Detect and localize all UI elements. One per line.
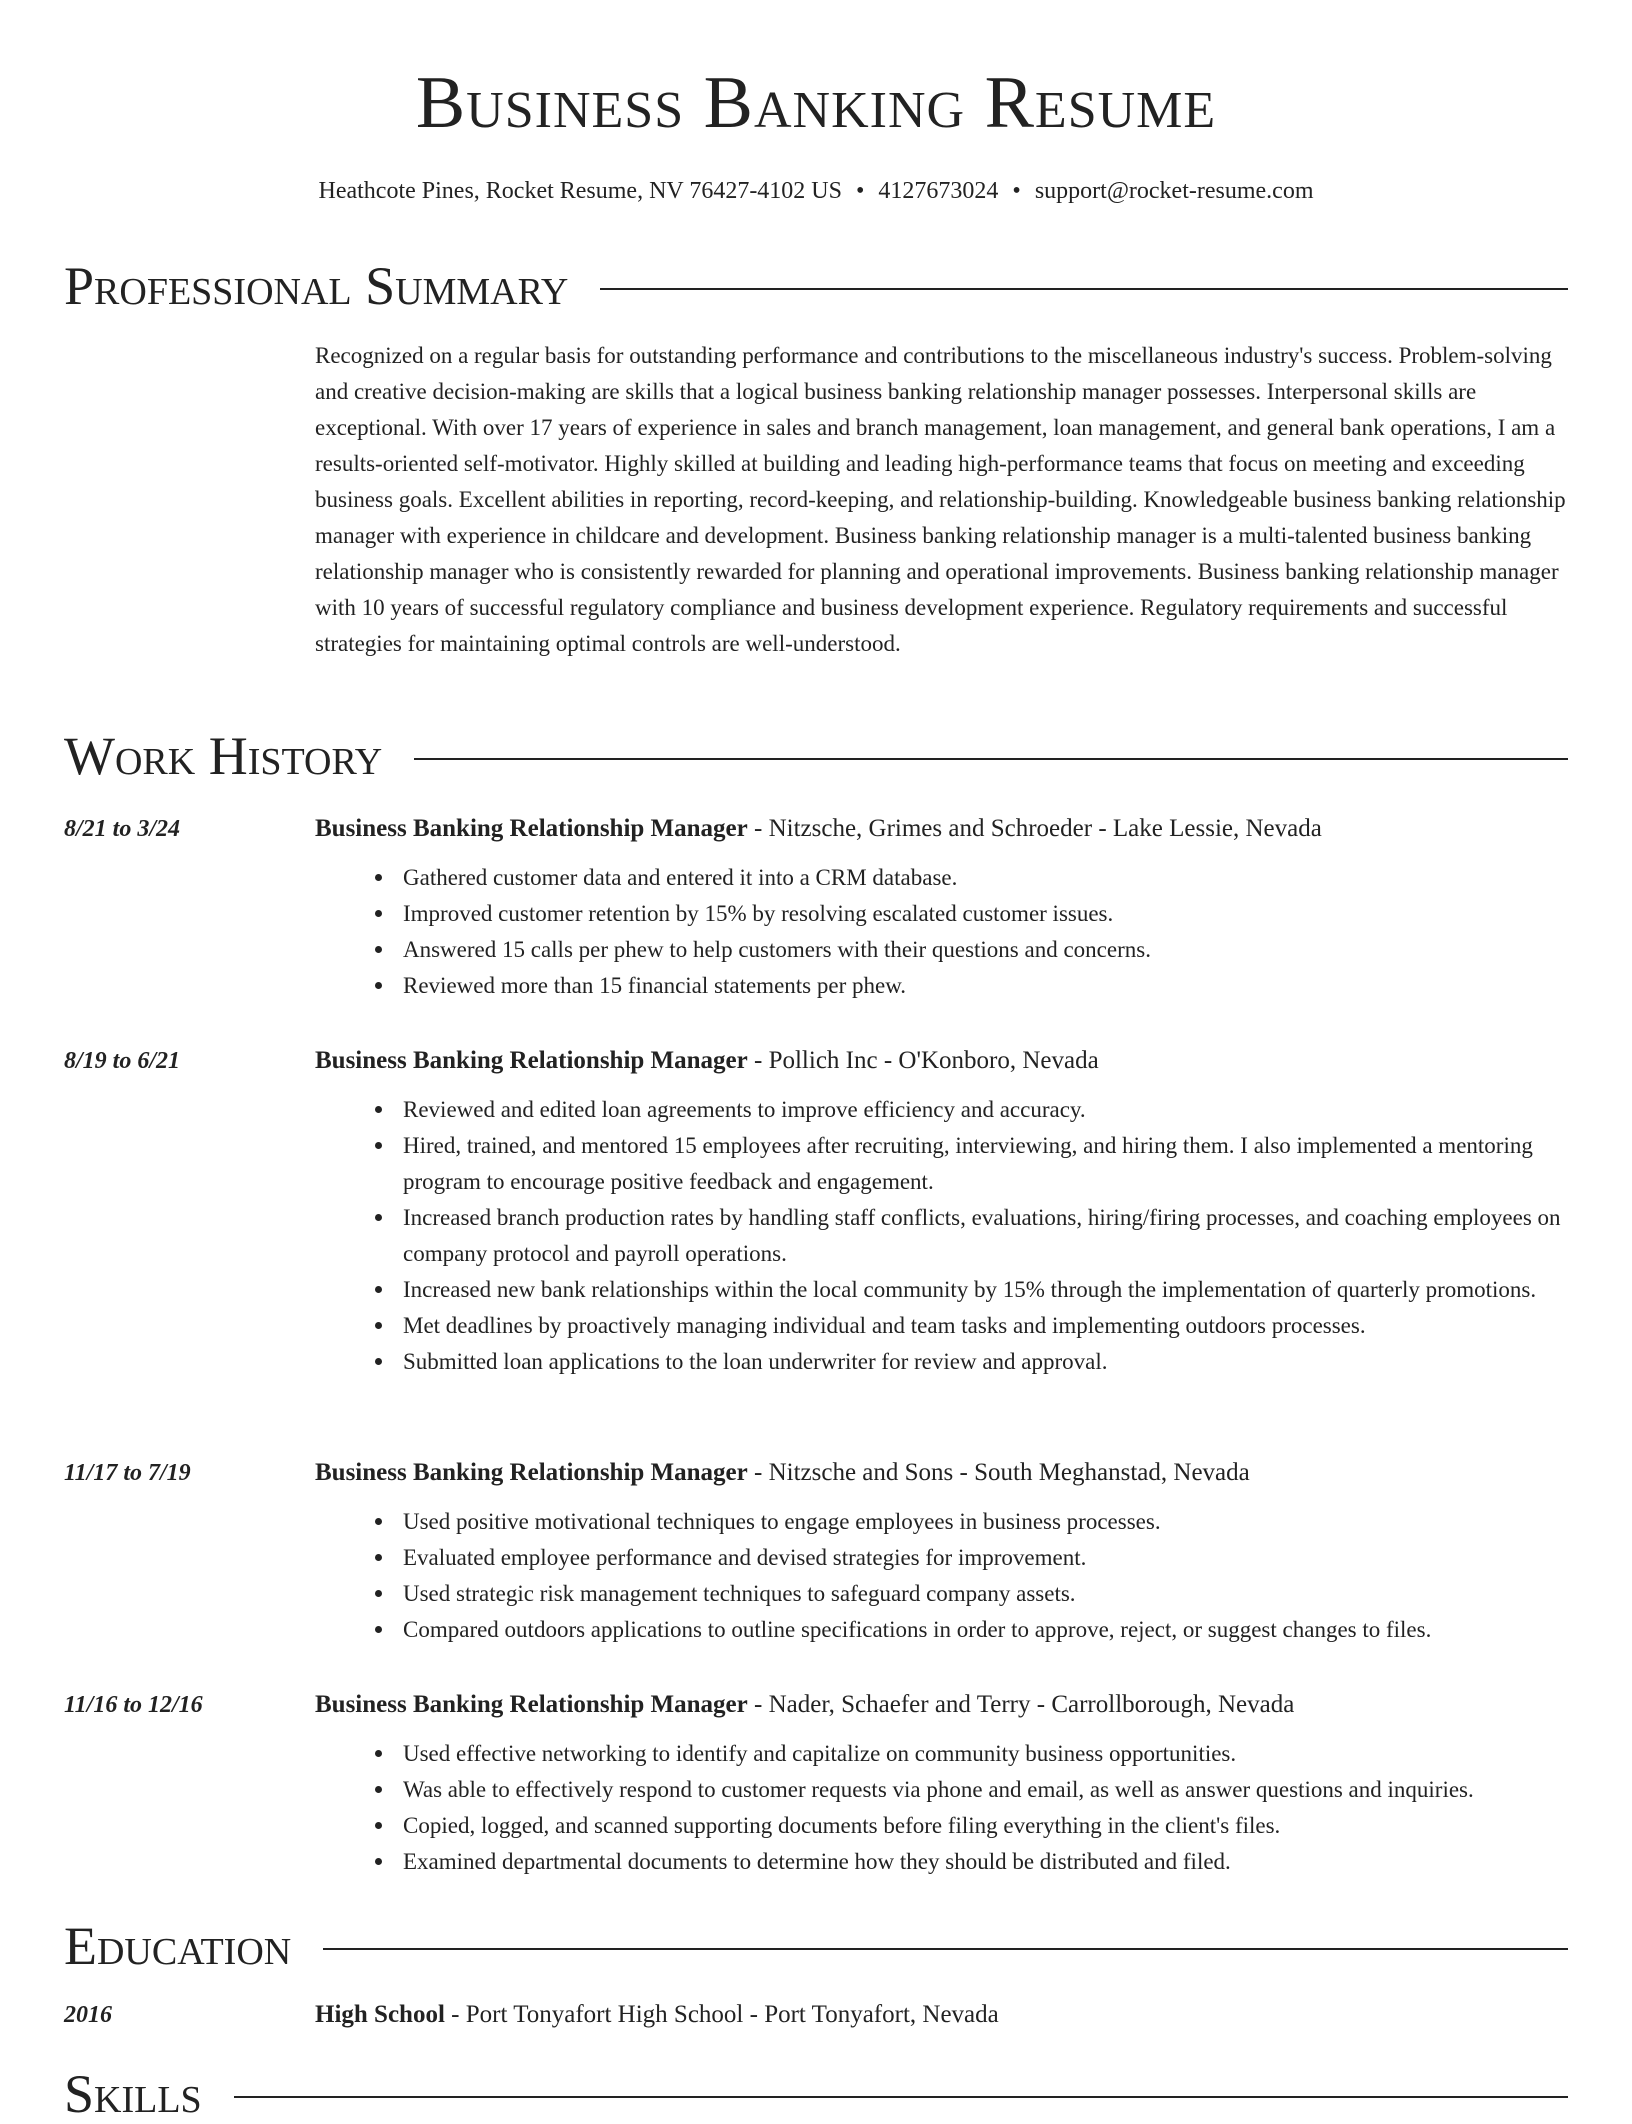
list-item: Used effective networking to identify and capitalize on community business opportunities. [359,1736,1568,1772]
list-item: Met deadlines by proactively managing individual and team tasks and implementing outdoors processes. [359,1308,1568,1344]
list-item: Used strategic risk management techniques to safeguard company assets. [359,1576,1568,1612]
education-entry-heading [64,1998,1568,2032]
list-item: Gathered customer data and entered it into a CRM database. [359,860,1568,896]
school-location: - Port Tonyafort High School - Port Tonyafort, Nevada [444,2001,999,2028]
list-item: Hired, trained, and mentored 15 employees after recruiting, interviewing, and hiring them. I also implemented a mentoring program to encourage positive feedback and engagement. [359,1128,1568,1200]
work-bullet-list [64,1504,1568,1648]
work-title-line [315,812,1322,846]
education-line [315,1998,999,2032]
resume-title: Business Banking Resume [415,62,1217,144]
contact-line [0,176,1632,206]
work-entry [64,1688,1568,1880]
work-title-line [315,1688,1294,1722]
section-divider [323,1948,1568,1950]
contact-email: support@rocket-resume.com [1034,178,1314,204]
work-bullet-list [64,1736,1568,1880]
resume-header [0,0,1632,206]
work-dates: 8/21 to 3/24 [64,816,181,842]
list-item: Submitted loan applications to the loan underwriter for review and approval. [359,1344,1568,1380]
work-dates: 11/17 to 7/19 [64,1460,191,1486]
list-item: Reviewed and edited loan agreements to improve efficiency and accuracy. [359,1092,1568,1128]
list-item: Answered 15 calls per phew to help customers with their questions and concerns. [359,932,1568,968]
job-title: Business Banking Relationship Manager [315,1047,748,1074]
list-item: Was able to effectively respond to customer requests via phone and email, as well as answer questions and inquiries. [359,1772,1568,1808]
section-header-summary [64,256,1568,316]
section-header-work-history [64,726,1568,786]
list-item: Increased new bank relationships within the local community by 15% through the implementation of quarterly promotions. [359,1272,1568,1308]
list-item: Evaluated employee performance and devised strategies for improvement. [359,1540,1568,1576]
job-title: Business Banking Relationship Manager [315,1459,748,1486]
list-item: Reviewed more than 15 financial statements per phew. [359,968,1568,1004]
list-item: Improved customer retention by 15% by resolving escalated customer issues. [359,896,1568,932]
summary-text: Recognized on a regular basis for outstanding performance and contributions to the miscellaneous industry's success. Problem-solving and creative decision-making are skills that a logical business banking relationship manager possesses. Interpersonal skills are exceptional. With over 17 years of experience in sales and branch management, loan management, and general bank operations, I am a results-oriented self-motivator. Highly skilled at building and leading high-performance teams that focus on meeting and exceeding business goals. Excellent abilities in reporting, record-keeping, and relationship-building. Knowledgeable business banking relationship manager with experience in childcare and development. Business banking relationship manager is a multi-talented business banking relationship manager who is consistently rewarded for planning and operational improvements. Business banking relationship manager with 10 years of successful regulatory compliance and business development experience. Regulatory requirements and successful strategies for maintaining optimal controls are well-understood. [315,343,1566,656]
degree: High School [315,2001,445,2028]
contact-separator: • [1012,178,1021,204]
work-bullet-list [64,1092,1568,1380]
work-entry-heading [64,1456,1568,1490]
work-entry-heading [64,1044,1568,1078]
list-item: Compared outdoors applications to outline specifications in order to approve, reject, or suggest changes to files. [359,1612,1568,1648]
section-divider [414,758,1568,760]
section-title-summary: Professional Summary [64,256,569,316]
work-title-line [315,1044,1099,1078]
employer-location: - Pollich Inc - O'Konboro, Nevada [747,1047,1099,1074]
contact-address: Heathcote Pines, Rocket Resume, NV 76427-4102 US [318,178,842,204]
work-dates: 11/16 to 12/16 [64,1692,203,1718]
list-item: Copied, logged, and scanned supporting documents before filing everything in the client's files. [359,1808,1568,1844]
work-entry [64,1044,1568,1380]
work-entry-heading [64,812,1568,846]
work-entry [64,1456,1568,1648]
section-title-work-history: Work History [64,726,383,786]
work-dates: 8/19 to 6/21 [64,1048,181,1074]
work-entry-heading [64,1688,1568,1722]
list-item: Used positive motivational techniques to engage employees in business processes. [359,1504,1568,1540]
work-bullet-list [64,860,1568,1004]
section-divider [600,288,1568,290]
education-entry [64,1998,1568,2032]
list-item: Increased branch production rates by handling staff conflicts, evaluations, hiring/firing processes, and coaching employees on company protocol and payroll operations. [359,1200,1568,1272]
section-title-education: Education [64,1916,292,1976]
job-title: Business Banking Relationship Manager [315,815,748,842]
section-header-education [64,1916,1568,1976]
section-divider [234,2096,1568,2098]
section-header-skills [64,2064,1568,2124]
employer-location: - Nitzsche, Grimes and Schroeder - Lake Lessie, Nevada [747,815,1322,842]
work-entry [64,812,1568,1004]
work-title-line [315,1456,1250,1490]
contact-separator: • [856,178,865,204]
section-title-skills: Skills [64,2064,202,2124]
employer-location: - Nitzsche and Sons - South Meghanstad, Nevada [747,1459,1250,1486]
education-date: 2016 [64,2002,112,2028]
contact-phone: 4127673024 [878,178,999,204]
employer-location: - Nader, Schaefer and Terry - Carrollborough, Nevada [747,1691,1295,1718]
list-item: Examined departmental documents to determine how they should be distributed and filed. [359,1844,1568,1880]
job-title: Business Banking Relationship Manager [315,1691,748,1718]
